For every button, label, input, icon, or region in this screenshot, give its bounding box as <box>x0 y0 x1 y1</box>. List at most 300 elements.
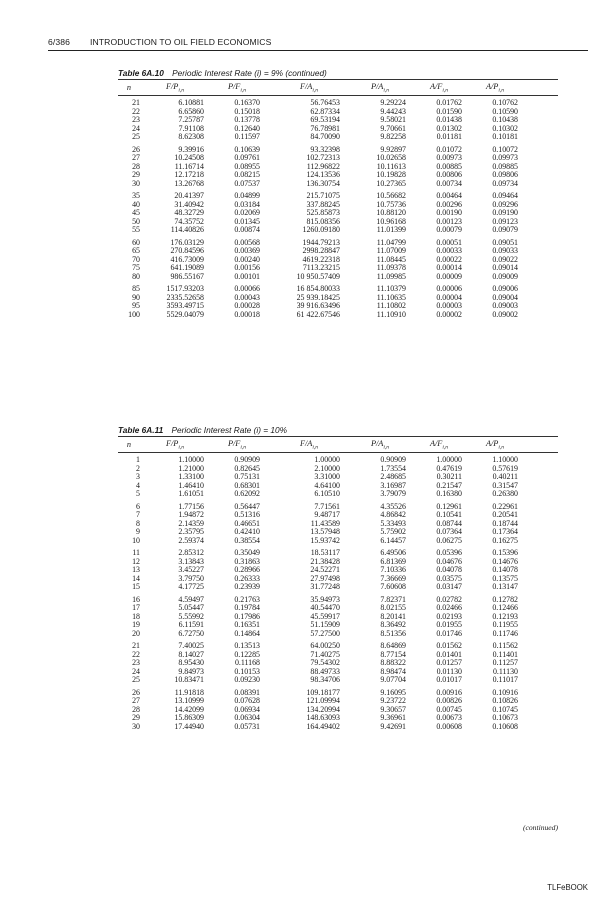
factor-cell: 11.16714 <box>174 161 204 171</box>
factor-cell: 0.00003 <box>436 301 462 310</box>
period-cell: 75 <box>132 263 140 272</box>
factor-cell: 0.21763 <box>234 594 260 604</box>
factor-cell: 0.31863 <box>234 556 260 566</box>
factor-cell: 0.38554 <box>234 535 260 545</box>
factor-cell: 0.10673 <box>492 713 518 722</box>
factor-cell: 0.14078 <box>492 565 518 574</box>
factor-cell: 0.01562 <box>436 641 462 650</box>
factor-cell: 10 950.57409 <box>296 271 340 281</box>
factor-cell: 0.22961 <box>492 501 518 511</box>
period-cell: 28 <box>132 704 140 714</box>
factor-cell: 0.09734 <box>492 178 518 188</box>
factor-cell: 0.21547 <box>436 480 462 490</box>
factor-cell: 0.90909 <box>380 455 406 464</box>
factor-cell: 31.77248 <box>310 582 340 591</box>
factor-cell: 0.01072 <box>436 144 462 154</box>
period-cell: 35 <box>132 191 140 200</box>
factor-cell: 1.21000 <box>178 463 204 473</box>
factor-cell: 0.09806 <box>492 170 518 179</box>
factor-cell: 0.00608 <box>436 721 462 731</box>
factor-cell: 0.82645 <box>234 463 260 473</box>
factor-cell: 11.08445 <box>376 254 406 264</box>
period-cell: 95 <box>132 301 140 310</box>
factor-cell: 10.02658 <box>376 153 406 162</box>
factor-cell: 8.62308 <box>178 132 204 141</box>
factor-cell: 0.04676 <box>436 556 462 566</box>
period-cell: 17 <box>132 603 140 612</box>
factor-cell: 0.00885 <box>436 161 462 171</box>
column-header-subscript: i,n <box>498 444 505 451</box>
column-header-subscript: i,n <box>442 87 449 94</box>
period-cell: 29 <box>132 713 140 722</box>
factor-cell: 0.01746 <box>436 628 462 638</box>
factor-cell: 8.14027 <box>178 649 204 659</box>
factor-cell: 74.35752 <box>174 216 204 226</box>
column-header-label: A/P <box>485 81 499 91</box>
factor-cell: 1.77156 <box>178 501 204 511</box>
factor-cell: 0.10916 <box>492 687 518 697</box>
factor-cell: 40.54470 <box>310 603 340 612</box>
factor-cell: 0.13147 <box>492 582 518 591</box>
column-header-subscript: i,n <box>240 87 247 94</box>
column-header <box>140 82 204 94</box>
period-cell: 60 <box>132 237 140 247</box>
factor-cell: 8.51356 <box>380 628 406 638</box>
factor-cell: 76.78981 <box>310 123 340 133</box>
factor-cell: 0.01017 <box>436 675 462 684</box>
factor-cell: 0.00079 <box>436 225 462 234</box>
factor-cell: 9.70661 <box>380 123 406 133</box>
factor-cell: 112.96822 <box>306 161 340 171</box>
factor-cell: 0.01257 <box>436 658 462 667</box>
factor-cell: 2.14359 <box>178 518 204 528</box>
factor-cell: 11.01399 <box>376 225 406 234</box>
period-cell: 26 <box>132 144 140 154</box>
factor-cell: 9.29224 <box>380 98 406 107</box>
factor-cell: 10.88120 <box>376 208 406 217</box>
factor-cell: 1.94872 <box>178 510 204 519</box>
period-cell: 80 <box>132 271 140 281</box>
factor-cell: 2335.52658 <box>166 292 204 302</box>
period-cell: 5 <box>136 489 140 498</box>
factor-cell: 0.09033 <box>492 246 518 255</box>
column-header <box>118 440 140 449</box>
factor-cell: 0.11017 <box>492 675 518 684</box>
table-row <box>118 490 558 499</box>
factor-cell: 0.02193 <box>436 611 462 621</box>
factor-cell: 0.00002 <box>436 309 462 319</box>
factor-cell: 5.33493 <box>380 518 406 528</box>
factor-cell: 0.09004 <box>492 292 518 302</box>
factor-cell: 8.64869 <box>380 641 406 650</box>
period-cell: 85 <box>132 284 140 293</box>
factor-cell: 0.05396 <box>436 548 462 557</box>
factor-cell: 109.18177 <box>306 687 340 697</box>
factor-cell: 0.03575 <box>436 573 462 583</box>
column-header <box>260 439 340 451</box>
factor-cell: 31.40942 <box>174 199 204 209</box>
factor-cell: 6.81369 <box>380 556 406 566</box>
factor-cell: 10.83471 <box>174 675 204 684</box>
table-row <box>118 180 558 189</box>
factor-cell: 0.00190 <box>436 208 462 217</box>
factor-cell: 1.00000 <box>436 455 462 464</box>
factor-cell: 0.00296 <box>436 199 462 209</box>
factor-cell: 9.30657 <box>380 704 406 714</box>
factor-cell: 51.15909 <box>310 620 340 629</box>
factor-cell: 57.27500 <box>310 628 340 638</box>
column-header-label: F/P <box>165 438 179 448</box>
factor-cell: 0.07628 <box>234 696 260 705</box>
factor-cell: 0.10826 <box>492 696 518 705</box>
period-cell: 4 <box>136 480 140 490</box>
factor-cell: 0.11562 <box>492 641 518 650</box>
factor-cell: 0.26333 <box>234 573 260 583</box>
factor-cell: 9.16095 <box>380 687 406 697</box>
column-header-subscript: i,n <box>383 87 390 94</box>
period-cell: 24 <box>132 666 140 676</box>
factor-cell: 24.52271 <box>310 565 340 574</box>
factor-cell: 98.34706 <box>310 675 340 684</box>
factor-cell: 0.00826 <box>436 696 462 705</box>
factor-cell: 10.96168 <box>376 216 406 226</box>
factor-cell: 124.13536 <box>306 170 340 179</box>
factor-cell: 986.55167 <box>170 271 204 281</box>
factor-cell: 0.26380 <box>492 489 518 498</box>
factor-cell: 0.16380 <box>436 489 462 498</box>
factor-cell: 0.00004 <box>436 292 462 302</box>
factor-cell: 0.04899 <box>234 191 260 200</box>
factor-cell: 0.10438 <box>492 115 518 124</box>
period-cell: 16 <box>132 594 140 604</box>
factor-cell: 7.36669 <box>380 573 406 583</box>
factor-cell: 641.19089 <box>170 263 204 272</box>
factor-cell: 35.94973 <box>310 594 340 604</box>
factor-cell: 2.48685 <box>380 472 406 481</box>
factor-cell: 0.12640 <box>234 123 260 133</box>
factor-cell: 20.41397 <box>174 191 204 200</box>
factor-cell: 56.76453 <box>310 98 340 107</box>
factor-cell: 6.11591 <box>178 620 204 629</box>
factor-cell: 0.16351 <box>234 620 260 629</box>
factor-cell: 121.09994 <box>306 696 340 705</box>
factor-cell: 0.00973 <box>436 153 462 162</box>
column-header-label: P/F <box>227 81 241 91</box>
factor-cell: 10.11613 <box>376 161 406 171</box>
factor-cell: 0.13778 <box>234 115 260 124</box>
factor-cell: 176.03129 <box>170 237 204 247</box>
factor-cell: 815.08356 <box>306 216 340 226</box>
column-header-subscript: i,n <box>383 444 390 451</box>
column-header-subscript: i,n <box>442 444 449 451</box>
factor-cell: 64.00250 <box>310 641 340 650</box>
factor-cell: 0.09190 <box>492 208 518 217</box>
factor-cell: 2998.28847 <box>302 246 340 255</box>
factor-cell: 0.00033 <box>436 246 462 255</box>
factor-cell: 0.01181 <box>436 132 462 141</box>
column-header-label: A/P <box>485 438 499 448</box>
period-cell: 18 <box>132 611 140 621</box>
factor-cell: 4.64100 <box>314 480 340 490</box>
factor-cell: 7.82371 <box>380 594 406 604</box>
factor-cell: 1.00000 <box>314 455 340 464</box>
factor-cell: 0.01590 <box>436 106 462 116</box>
factor-cell: 0.09014 <box>492 263 518 272</box>
factor-cell: 7.91108 <box>178 123 204 133</box>
factor-cell: 9.39916 <box>178 144 204 154</box>
factor-cell: 5.75902 <box>380 527 406 536</box>
factor-cell: 93.32398 <box>310 144 340 154</box>
factor-cell: 10.19828 <box>376 170 406 179</box>
factor-cell: 62.87334 <box>310 106 340 116</box>
factor-cell: 0.15018 <box>234 106 260 116</box>
table-row <box>118 311 558 320</box>
factor-cell: 0.15396 <box>492 548 518 557</box>
factor-cell: 0.10153 <box>234 666 260 676</box>
column-header <box>406 82 462 94</box>
period-cell: 45 <box>132 208 140 217</box>
factor-cell: 25 939.18425 <box>296 292 340 302</box>
factor-cell: 0.12961 <box>436 501 462 511</box>
factor-cell: 84.70090 <box>310 132 340 141</box>
period-cell: 27 <box>132 153 140 162</box>
factor-cell: 0.09973 <box>492 153 518 162</box>
period-cell: 1 <box>136 455 140 464</box>
factor-cell: 0.00051 <box>436 237 462 247</box>
page-number: 6/386 <box>48 37 71 47</box>
factor-cell: 12.17218 <box>174 170 204 179</box>
factor-cell: 0.00673 <box>436 713 462 722</box>
factor-cell: 0.09022 <box>492 254 518 264</box>
factor-cell: 0.00043 <box>234 292 260 302</box>
factor-cell: 0.30211 <box>436 472 462 481</box>
column-header-label: n <box>126 440 132 449</box>
factor-cell: 7113.23215 <box>302 263 340 272</box>
factor-cell: 0.11746 <box>492 628 518 638</box>
factor-cell: 7.10336 <box>380 565 406 574</box>
factor-cell: 5529.04079 <box>166 309 204 319</box>
table-caption <box>118 424 558 436</box>
factor-cell: 11.09985 <box>376 271 406 281</box>
factor-cell: 9.23722 <box>380 696 406 705</box>
period-cell: 20 <box>132 628 140 638</box>
factor-cell: 8.02155 <box>380 603 406 612</box>
factor-cell: 0.00568 <box>234 237 260 247</box>
factor-cell: 10.75736 <box>376 199 406 209</box>
period-cell: 24 <box>132 123 140 133</box>
factor-cell: 0.31547 <box>492 480 518 490</box>
factor-cell: 215.71075 <box>306 191 340 200</box>
factor-cell: 11.43589 <box>310 518 340 528</box>
column-header-label: P/F <box>227 438 241 448</box>
factor-cell: 13.57948 <box>310 527 340 536</box>
factor-cell: 8.20141 <box>380 611 406 621</box>
factor-cell: 0.03147 <box>436 582 462 591</box>
column-header <box>204 82 260 94</box>
column-header-label: A/F <box>429 438 443 448</box>
factor-cell: 0.12466 <box>492 603 518 612</box>
period-cell: 30 <box>132 721 140 731</box>
factor-cell: 10.24508 <box>174 153 204 162</box>
factor-cell: 0.09051 <box>492 237 518 247</box>
factor-cell: 0.19784 <box>234 603 260 612</box>
factor-cell: 13.26768 <box>174 178 204 188</box>
factor-cell: 0.47619 <box>436 463 462 473</box>
factor-cell: 0.07537 <box>234 178 260 188</box>
factor-cell: 0.57619 <box>492 463 518 473</box>
factor-cell: 9.58021 <box>380 115 406 124</box>
factor-cell: 0.16275 <box>492 535 518 545</box>
factor-cell: 0.14864 <box>234 628 260 638</box>
factor-cell: 4.59497 <box>178 594 204 604</box>
factor-cell: 0.09003 <box>492 301 518 310</box>
column-header-label: F/A <box>299 81 313 91</box>
factor-cell: 10.56682 <box>376 191 406 200</box>
period-cell: 29 <box>132 170 140 179</box>
column-header <box>140 439 204 451</box>
period-cell: 22 <box>132 106 140 116</box>
factor-cell: 0.28966 <box>234 565 260 574</box>
factor-cell: 1.61051 <box>178 489 204 498</box>
factor-cell: 8.98474 <box>380 666 406 676</box>
factor-cell: 71.40275 <box>310 649 340 659</box>
period-cell: 3 <box>136 472 140 481</box>
factor-cell: 0.01762 <box>436 98 462 107</box>
factor-cell: 0.10762 <box>492 98 518 107</box>
factor-cell: 0.11168 <box>234 658 260 667</box>
factor-cell: 1.33100 <box>178 472 204 481</box>
factor-cell: 270.84596 <box>170 246 204 255</box>
factor-cell: 0.75131 <box>234 472 260 481</box>
period-cell: 23 <box>132 658 140 667</box>
column-header <box>340 82 406 94</box>
column-header <box>462 439 518 451</box>
period-cell: 8 <box>136 518 140 528</box>
factor-cell: 15.86309 <box>174 713 204 722</box>
table-row <box>118 273 558 282</box>
factor-cell: 8.88322 <box>380 658 406 667</box>
factor-cell: 0.12285 <box>234 649 260 659</box>
factor-cell: 0.01401 <box>436 649 462 659</box>
factor-cell: 11.10802 <box>376 301 406 310</box>
factor-cell: 0.11257 <box>492 658 518 667</box>
table-title: Periodic Interest Rate (i) = 10% <box>171 425 288 435</box>
factor-cell: 0.00369 <box>234 246 260 255</box>
factor-cell: 0.07364 <box>436 527 462 536</box>
interest-table-9-percent <box>118 67 558 319</box>
table-row <box>118 537 558 546</box>
factor-cell: 0.09123 <box>492 216 518 226</box>
factor-cell: 0.00734 <box>436 178 462 188</box>
factor-cell: 21.38428 <box>310 556 340 566</box>
factor-cell: 0.02782 <box>436 594 462 604</box>
table-row <box>118 133 558 142</box>
factor-cell: 7.60608 <box>380 582 406 591</box>
factor-cell: 0.17364 <box>492 527 518 536</box>
factor-cell: 0.05731 <box>234 721 260 731</box>
period-cell: 15 <box>132 582 140 591</box>
factor-cell: 0.09006 <box>492 284 518 293</box>
factor-cell: 0.11955 <box>492 620 518 629</box>
factor-cell: 9.82258 <box>380 132 406 141</box>
table-row <box>118 630 558 639</box>
factor-cell: 4.86842 <box>380 510 406 519</box>
factor-cell: 18.53117 <box>310 548 340 557</box>
period-cell: 40 <box>132 199 140 209</box>
column-header-label: F/P <box>165 81 179 91</box>
factor-cell: 2.10000 <box>314 463 340 473</box>
continued-note: (continued) <box>522 823 558 832</box>
running-title: INTRODUCTION TO OIL FIELD ECONOMICS <box>90 37 272 47</box>
table-caption <box>118 67 558 79</box>
factor-cell: 0.51316 <box>234 510 260 519</box>
period-cell: 26 <box>132 687 140 697</box>
column-header-subscript: i,n <box>312 87 319 94</box>
factor-cell: 3.31000 <box>314 472 340 481</box>
period-cell: 6 <box>136 501 140 511</box>
factor-cell: 8.95430 <box>178 658 204 667</box>
factor-cell: 0.00745 <box>436 704 462 714</box>
column-header <box>340 439 406 451</box>
factor-cell: 45.59917 <box>310 611 340 621</box>
factor-cell: 1260.09180 <box>302 225 340 234</box>
period-cell: 23 <box>132 115 140 124</box>
factor-cell: 6.14457 <box>380 535 406 545</box>
column-header <box>260 82 340 94</box>
factor-cell: 4619.22318 <box>302 254 340 264</box>
factor-cell: 0.09230 <box>234 675 260 684</box>
factor-cell: 416.73009 <box>170 254 204 264</box>
table-row <box>118 723 558 732</box>
period-cell: 65 <box>132 246 140 255</box>
factor-cell: 9.42691 <box>380 721 406 731</box>
factor-cell: 0.10590 <box>492 106 518 116</box>
table-number: Table 6A.10 <box>118 68 164 78</box>
factor-cell: 0.08215 <box>234 170 260 179</box>
factor-cell: 0.16370 <box>234 98 260 107</box>
factor-cell: 14.42099 <box>174 704 204 714</box>
factor-cell: 136.30754 <box>306 178 340 188</box>
factor-cell: 0.14676 <box>492 556 518 566</box>
factor-cell: 7.71561 <box>314 501 340 511</box>
factor-cell: 0.17986 <box>234 611 260 621</box>
factor-cell: 7.25787 <box>178 115 204 124</box>
factor-cell: 27.97498 <box>310 573 340 583</box>
factor-cell: 69.53194 <box>310 115 340 124</box>
table-row <box>118 583 558 592</box>
factor-cell: 102.72313 <box>306 153 340 162</box>
factor-cell: 88.49733 <box>310 666 340 676</box>
factor-cell: 6.10510 <box>314 489 340 498</box>
factor-cell: 0.12193 <box>492 611 518 621</box>
column-header-subscript: i,n <box>178 87 185 94</box>
column-header-subscript: i,n <box>240 444 247 451</box>
factor-cell: 0.01302 <box>436 123 462 133</box>
factor-cell: 0.01438 <box>436 115 462 124</box>
footer-text: TLFeBOOK <box>547 883 588 892</box>
factor-cell: 6.65860 <box>178 106 204 116</box>
factor-cell: 0.08391 <box>234 687 260 697</box>
factor-cell: 0.09885 <box>492 161 518 171</box>
period-cell: 25 <box>132 132 140 141</box>
period-cell: 28 <box>132 161 140 171</box>
factor-cell: 10.27365 <box>376 178 406 188</box>
factor-cell: 9.07704 <box>380 675 406 684</box>
factor-cell: 2.85312 <box>178 548 204 557</box>
factor-cell: 0.00806 <box>436 170 462 179</box>
factor-cell: 0.10541 <box>436 510 462 519</box>
factor-cell: 0.09296 <box>492 199 518 209</box>
